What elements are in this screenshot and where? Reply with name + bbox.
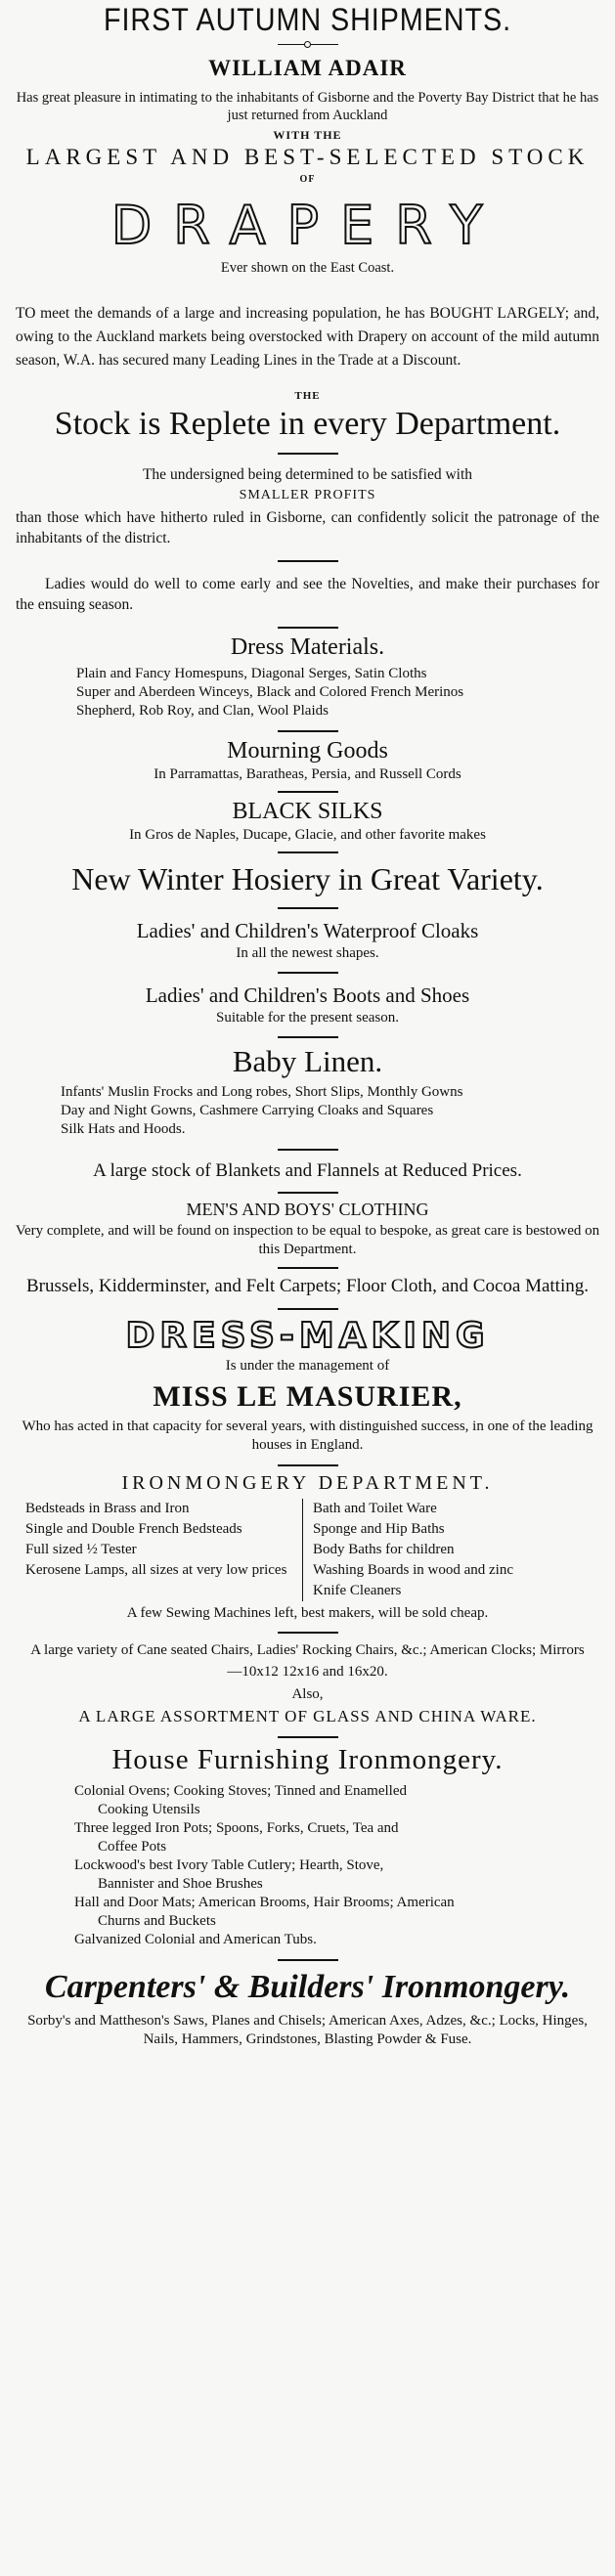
manager-name: MISS LE MASURIER,: [153, 1380, 462, 1413]
list-item: Three legged Iron Pots; Spoons, Forks, Cruets, Tea and: [74, 1820, 399, 1836]
blankets-line: A large stock of Blankets and Flannels at Reduced Prices.: [93, 1160, 522, 1181]
ornamental-rule: [278, 42, 338, 46]
divider: [278, 907, 338, 909]
list-item: Super and Aberdeen Winceys, Black and Colored French Merinos: [76, 684, 464, 700]
drapery-heading: DRAPERY: [110, 195, 505, 256]
list-item: Sponge and Hip Baths: [313, 1521, 445, 1537]
divider: [278, 1267, 338, 1269]
cloaks-line: In all the newest shapes.: [236, 945, 379, 961]
house-furnishing-list: [6, 1782, 609, 1949]
ever-shown: Ever shown on the East Coast.: [220, 260, 395, 276]
of-label: OF: [299, 174, 316, 185]
baby-linen-list: [6, 1083, 609, 1139]
patronage-line: than those which have hitherto ruled in Gisborne, can confidently solicit the patronage of the inhabitants of the district.: [16, 509, 599, 546]
list-item: Plain and Fancy Homespuns, Diagonal Serges, Satin Cloths: [76, 666, 427, 681]
glass-china-line: A LARGE ASSORTMENT OF GLASS AND CHINA WARE.: [78, 1707, 537, 1725]
mourning-heading: Mourning Goods: [227, 738, 388, 764]
list-item: Washing Boards in wood and zinc: [313, 1562, 514, 1578]
list-item-continued: Coffee Pots: [98, 1839, 167, 1855]
divider: [278, 1959, 338, 1961]
largest-stock: LARGEST AND BEST-SELECTED STOCK: [25, 145, 590, 169]
list-item: Hall and Door Mats; American Brooms, Hair Brooms; American: [74, 1895, 455, 1910]
list-item-continued: Bannister and Shoe Brushes: [98, 1876, 263, 1892]
list-item: Full sized ½ Tester: [25, 1542, 137, 1557]
paragraph-demands: TO meet the demands of a large and increasing population, he has BOUGHT LARGELY; and, owing to the Auckland markets being overstocked with Drapery on account of the mild autumn season, W.A. has secured many Leading Lines in the Trade at a Discount.: [16, 305, 599, 369]
carpenters-line: Sorby's and Mattheson's Saws, Planes and Chisels; American Axes, Adzes, &c.; Locks, Hinges, Nails, Hammers, Grindstones, Blasting Powder & Fuse.: [27, 2013, 588, 2047]
list-item: Kerosene Lamps, all sizes at very low prices: [25, 1562, 287, 1578]
divider: [278, 560, 338, 562]
divider: [278, 1192, 338, 1194]
divider: [278, 1464, 338, 1466]
dress-materials-heading: Dress Materials.: [230, 634, 385, 660]
divider: [278, 453, 338, 455]
silks-line: In Gros de Naples, Ducape, Glacie, and other favorite makes: [129, 827, 486, 843]
list-item-continued: Churns and Buckets: [98, 1913, 216, 1929]
divider: [278, 972, 338, 974]
the-label: THE: [294, 390, 321, 402]
mens-clothing-line: Very complete, and will be found on inspection to be equal to bespoke, as great care is bestowed on this Department.: [15, 1223, 600, 1257]
smaller-profits: SMALLER PROFITS: [239, 488, 376, 502]
merchant-name: WILLIAM ADAIR: [208, 56, 407, 80]
divider: [278, 1149, 338, 1151]
undersigned-line: The undersigned being determined to be satisfied with: [142, 466, 473, 483]
list-item: Shepherd, Rob Roy, and Clan, Wool Plaids: [76, 703, 329, 719]
house-furnishing-heading: House Furnishing Ironmongery.: [111, 1744, 504, 1775]
with-the: WITH THE: [273, 128, 342, 142]
management-line: Is under the management of: [225, 1358, 390, 1374]
hosiery-headline: New Winter Hosiery in Great Variety.: [71, 861, 544, 896]
list-item-continued: Cooking Utensils: [98, 1802, 200, 1817]
ladies-novelties: Ladies would do well to come early and see the Novelties, and make their purchases for the ensuing season.: [16, 576, 599, 613]
divider: [278, 1308, 338, 1310]
list-item: Single and Double French Bedsteads: [25, 1521, 242, 1537]
cloaks-heading: Ladies' and Children's Waterproof Cloaks: [136, 919, 479, 942]
list-item: Infants' Muslin Frocks and Long robes, Short Slips, Monthly Gowns: [61, 1084, 463, 1100]
chairs-line: A large variety of Cane seated Chairs, Ladies' Rocking Chairs, &c.; American Clocks; Mirrors—10x12 12x16 and 16x20.: [30, 1642, 585, 1680]
carpets-line: Brussels, Kidderminster, and Felt Carpets; Floor Cloth, and Cocoa Matting.: [26, 1276, 589, 1296]
black-silks-heading: BLACK SILKS: [232, 799, 383, 824]
list-item: Day and Night Gowns, Cashmere Carrying Cloaks and Squares: [61, 1103, 434, 1118]
ironmongery-left: [25, 1499, 302, 1601]
mourning-line: In Parramattas, Baratheas, Persia, and Russell Cords: [154, 766, 461, 782]
manager-line: Who has acted in that capacity for several years, with distinguished success, in one of the leading houses in England.: [22, 1419, 593, 1453]
list-item: Bath and Toilet Ware: [313, 1501, 437, 1516]
list-item: Silk Hats and Hoods.: [61, 1121, 186, 1137]
divider: [278, 730, 338, 732]
ironmongery-right: [302, 1499, 590, 1601]
boots-line: Suitable for the present season.: [215, 1010, 400, 1026]
sewing-machines-line: A few Sewing Machines left, best makers, will be sold cheap.: [126, 1605, 489, 1621]
stock-headline: Stock is Replete in every Department.: [54, 406, 561, 442]
list-item: Body Baths for children: [313, 1542, 455, 1557]
list-item: Knife Cleaners: [313, 1583, 402, 1598]
divider: [278, 851, 338, 853]
divider: [278, 791, 338, 793]
boots-heading: Ladies' and Children's Boots and Shoes: [145, 983, 470, 1007]
list-item: Bedsteads in Brass and Iron: [25, 1501, 190, 1516]
list-item: Lockwood's best Ivory Table Cutlery; Hearth, Stove,: [74, 1857, 384, 1873]
baby-linen-heading: Baby Linen.: [232, 1044, 383, 1078]
page-title: FIRST AUTUMN SHIPMENTS.: [103, 2, 511, 37]
divider: [278, 1736, 338, 1738]
mens-clothing-heading: MEN'S AND BOYS' CLOTHING: [186, 1200, 429, 1219]
divider: [278, 1036, 338, 1038]
also-label: Also,: [291, 1686, 324, 1702]
divider: [278, 1632, 338, 1634]
dress-making-heading: DRESS-MAKING: [125, 1316, 490, 1356]
ironmongery-heading: IRONMONGERY DEPARTMENT.: [121, 1472, 494, 1494]
dress-materials-list: [6, 665, 609, 720]
list-item: Colonial Ovens; Cooking Stoves; Tinned and Enamelled: [74, 1783, 407, 1799]
intro-line: Has great pleasure in intimating to the inhabitants of Gisborne and the Poverty Bay District that he has just returned from Auckland: [16, 90, 599, 123]
ironmongery-columns: [25, 1499, 590, 1601]
list-item: Galvanized Colonial and American Tubs.: [74, 1932, 317, 1947]
carpenters-heading: Carpenters' & Builders' Ironmongery.: [44, 1969, 571, 2005]
divider: [278, 627, 338, 629]
